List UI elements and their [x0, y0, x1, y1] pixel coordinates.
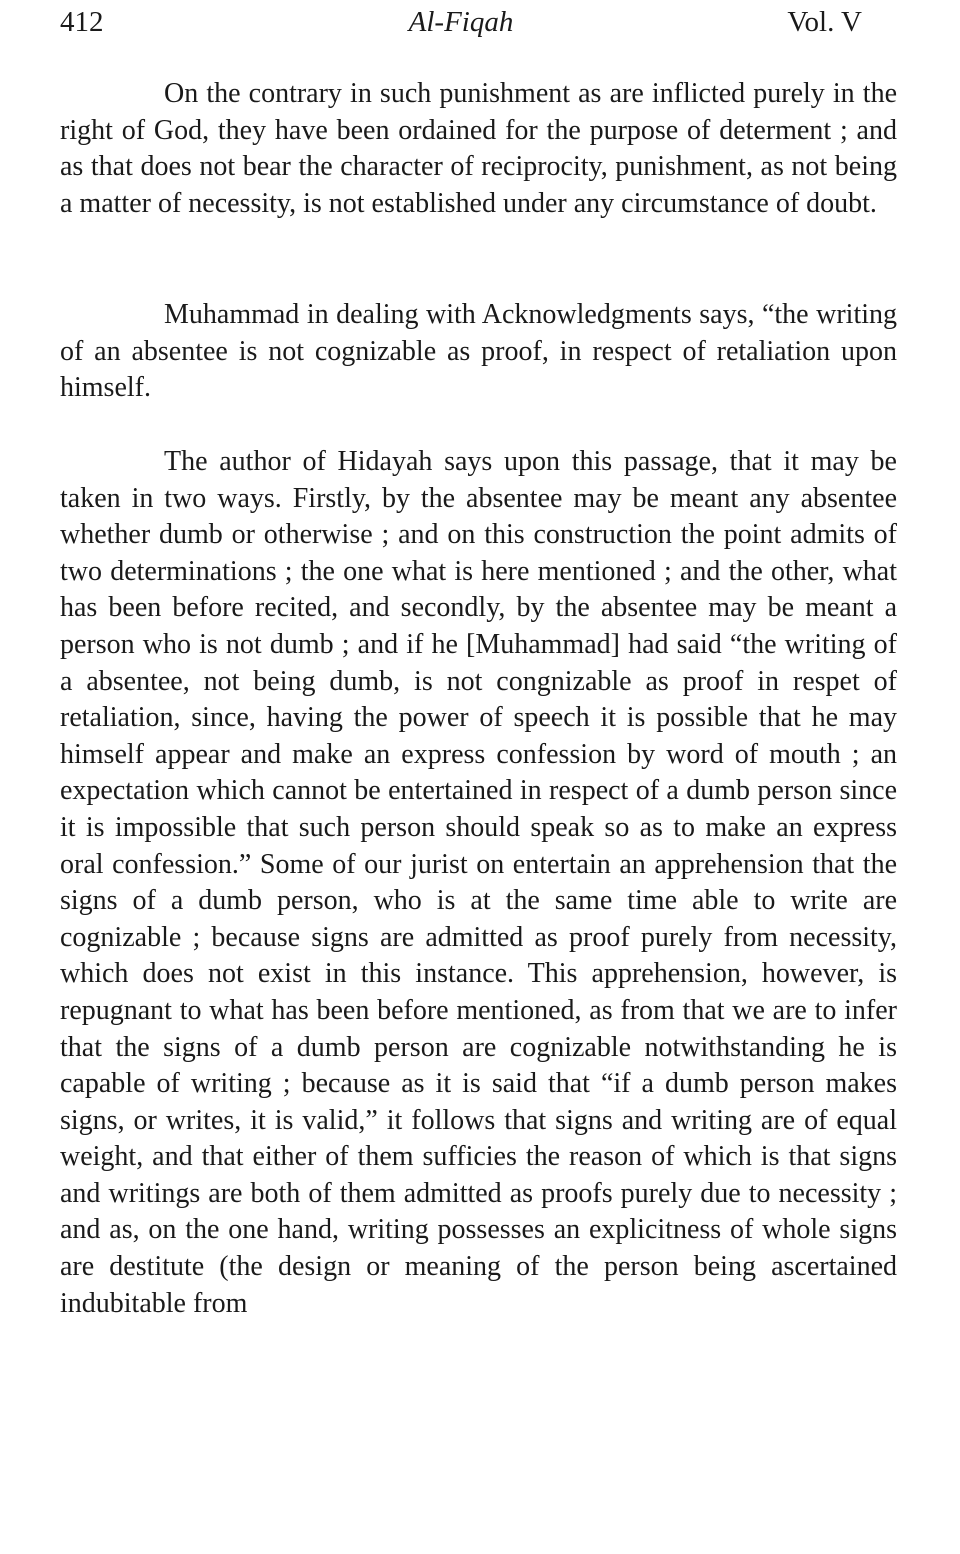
- running-header: [60, 2, 862, 42]
- paragraph-punishment-determent: On the contrary in such punishment as are inflicted purely in the right of God, they have been ordained for the purpose of determent ; and as that does not bear the character of reciprocity, punishment, as not being a matter of necessity, is not established under any circumstance of doubt.: [60, 78, 897, 219]
- page-number: 412: [60, 6, 104, 38]
- volume-label: Vol. V: [787, 6, 862, 38]
- paragraph-hidayah-commentary: The author of Hidayah says upon this passage, that it may be taken in two ways. Firstly, by the absentee may be meant any absentee whether dumb or otherwise ; and on this construction the point admits of two determinations ; the one what is here mentioned ; and the other, what has been before recited, and secondly, by the absentee may be meant a person who is not dumb ; and if he [Muhammad] had said “the writing of a absentee, not being dumb, is not congnizable as proof in respet of retaliation, since, having the power of speech it is possible that he may himself appear and make an express confession by word of mouth ; an expectation which cannot be entertained in respect of a dumb person since it is impossible that such person should speak so as to make an express oral confession.” Some of our jurist on entertain an apprehension that the signs of a dumb person, who is at the same time able to write are cognizable ; because signs are admitted as proof purely from necessity, which does not exist in this instance. This apprehension, however, is repugnant to what has been before mentioned, as from that we are to infer that the signs of a dumb person are cognizable notwithstanding he is capable of writing ; because as it is said that “if a dumb person makes signs, or writes, it is valid,” it follows that signs and writing are of equal weight, and that either of them sufficies the reason of which is that signs and writings are both of them admitted as proofs purely due to necessity ; and as, on the one hand, writing possesses an explicitness of whole signs are destitute (the design or meaning of the person being ascertained indubitable from: [60, 446, 897, 1319]
- paragraph-acknowledgments: Muhammad in dealing with Acknowledgments says, “the writing of an absentee is not cognizable as proof, in respect of retaliation upon himself.: [60, 299, 897, 404]
- book-title: Al-Fiqah: [408, 6, 514, 38]
